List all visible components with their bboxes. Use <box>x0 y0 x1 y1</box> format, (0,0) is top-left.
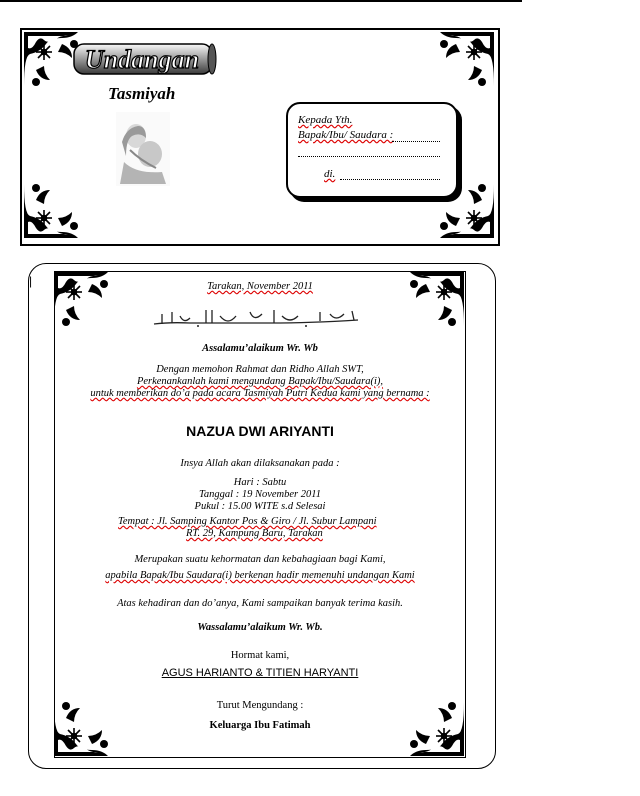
event-time: Pukul : 15.00 WITE s.d Selesai <box>194 501 326 512</box>
cover-subtitle: Tasmiyah <box>108 84 176 103</box>
regards: Hormat kami, <box>230 650 290 661</box>
corner-ornament-icon <box>408 270 466 328</box>
address-location-label: di. <box>324 168 336 180</box>
page-top-rule <box>0 0 522 2</box>
title-banner <box>72 42 218 78</box>
greeting: Assalamu’alaikum Wr. Wb <box>202 343 318 354</box>
cosigner-name: Keluarga Ibu Fatimah <box>209 720 311 731</box>
farewell: Wassalamu’alaikum Wr. Wb. <box>197 622 323 633</box>
location-blank[interactable] <box>340 179 440 180</box>
place-date: Tarakan, November 2011 <box>207 281 313 292</box>
event-place-line-1: Tempat : Jl. Samping Kantor Pos & Giro / Jl. Subur Lampani <box>118 516 377 527</box>
text-cursor: | <box>29 274 33 288</box>
corner-ornament-icon <box>438 30 496 88</box>
parents-names: AGUS HARIANTO & TITIEN HARYANTI <box>161 667 359 679</box>
opening-line-1: Dengan memohon Rahmat dan Ridho Allah SWT, <box>156 364 364 375</box>
closing-line-1: Merupakan suatu kehormatan dan kebahagiaan bagi Kami, <box>134 554 386 565</box>
address-to: Kepada Yth. <box>298 114 353 126</box>
schedule-intro: Insya Allah akan dilaksanakan pada : <box>180 458 340 469</box>
recipient-blank-2[interactable] <box>298 156 440 157</box>
recipient-blank[interactable] <box>392 141 440 142</box>
event-day: Hari : Sabtu <box>233 477 287 488</box>
opening-line-3: untuk memberikan do’a pada acara Tasmiyah Putri Kedua kami yang bernama : <box>90 388 430 399</box>
basmala-calligraphy <box>150 306 372 330</box>
event-place-line-2: RT. 29, Kampung Baru, Tarakan <box>186 528 323 539</box>
banner-title: Undangan <box>84 45 200 74</box>
address-recipient-label: Bapak/Ibu/ Saudara : <box>298 129 394 141</box>
child-name: NAZUA DWI ARIYANTI <box>186 423 334 439</box>
address-box <box>286 102 458 198</box>
event-date: Tanggal : 19 November 2011 <box>199 489 321 500</box>
corner-ornament-icon <box>22 182 80 240</box>
closing-line-2: apabila Bapak/Ibu Saudara(i) berkenan hadir memenuhi undangan Kami <box>105 570 415 581</box>
opening-line-2: Perkenankanlah kami mengundang Bapak/Ibu/Saudara(i), <box>136 376 384 387</box>
thanks-line: Atas kehadiran dan do’anya, Kami sampaikan banyak terima kasih. <box>117 598 403 609</box>
cosigner-label: Turut Mengundang : <box>216 700 304 711</box>
corner-ornament-icon <box>52 270 110 328</box>
mother-baby-photo <box>116 112 170 186</box>
